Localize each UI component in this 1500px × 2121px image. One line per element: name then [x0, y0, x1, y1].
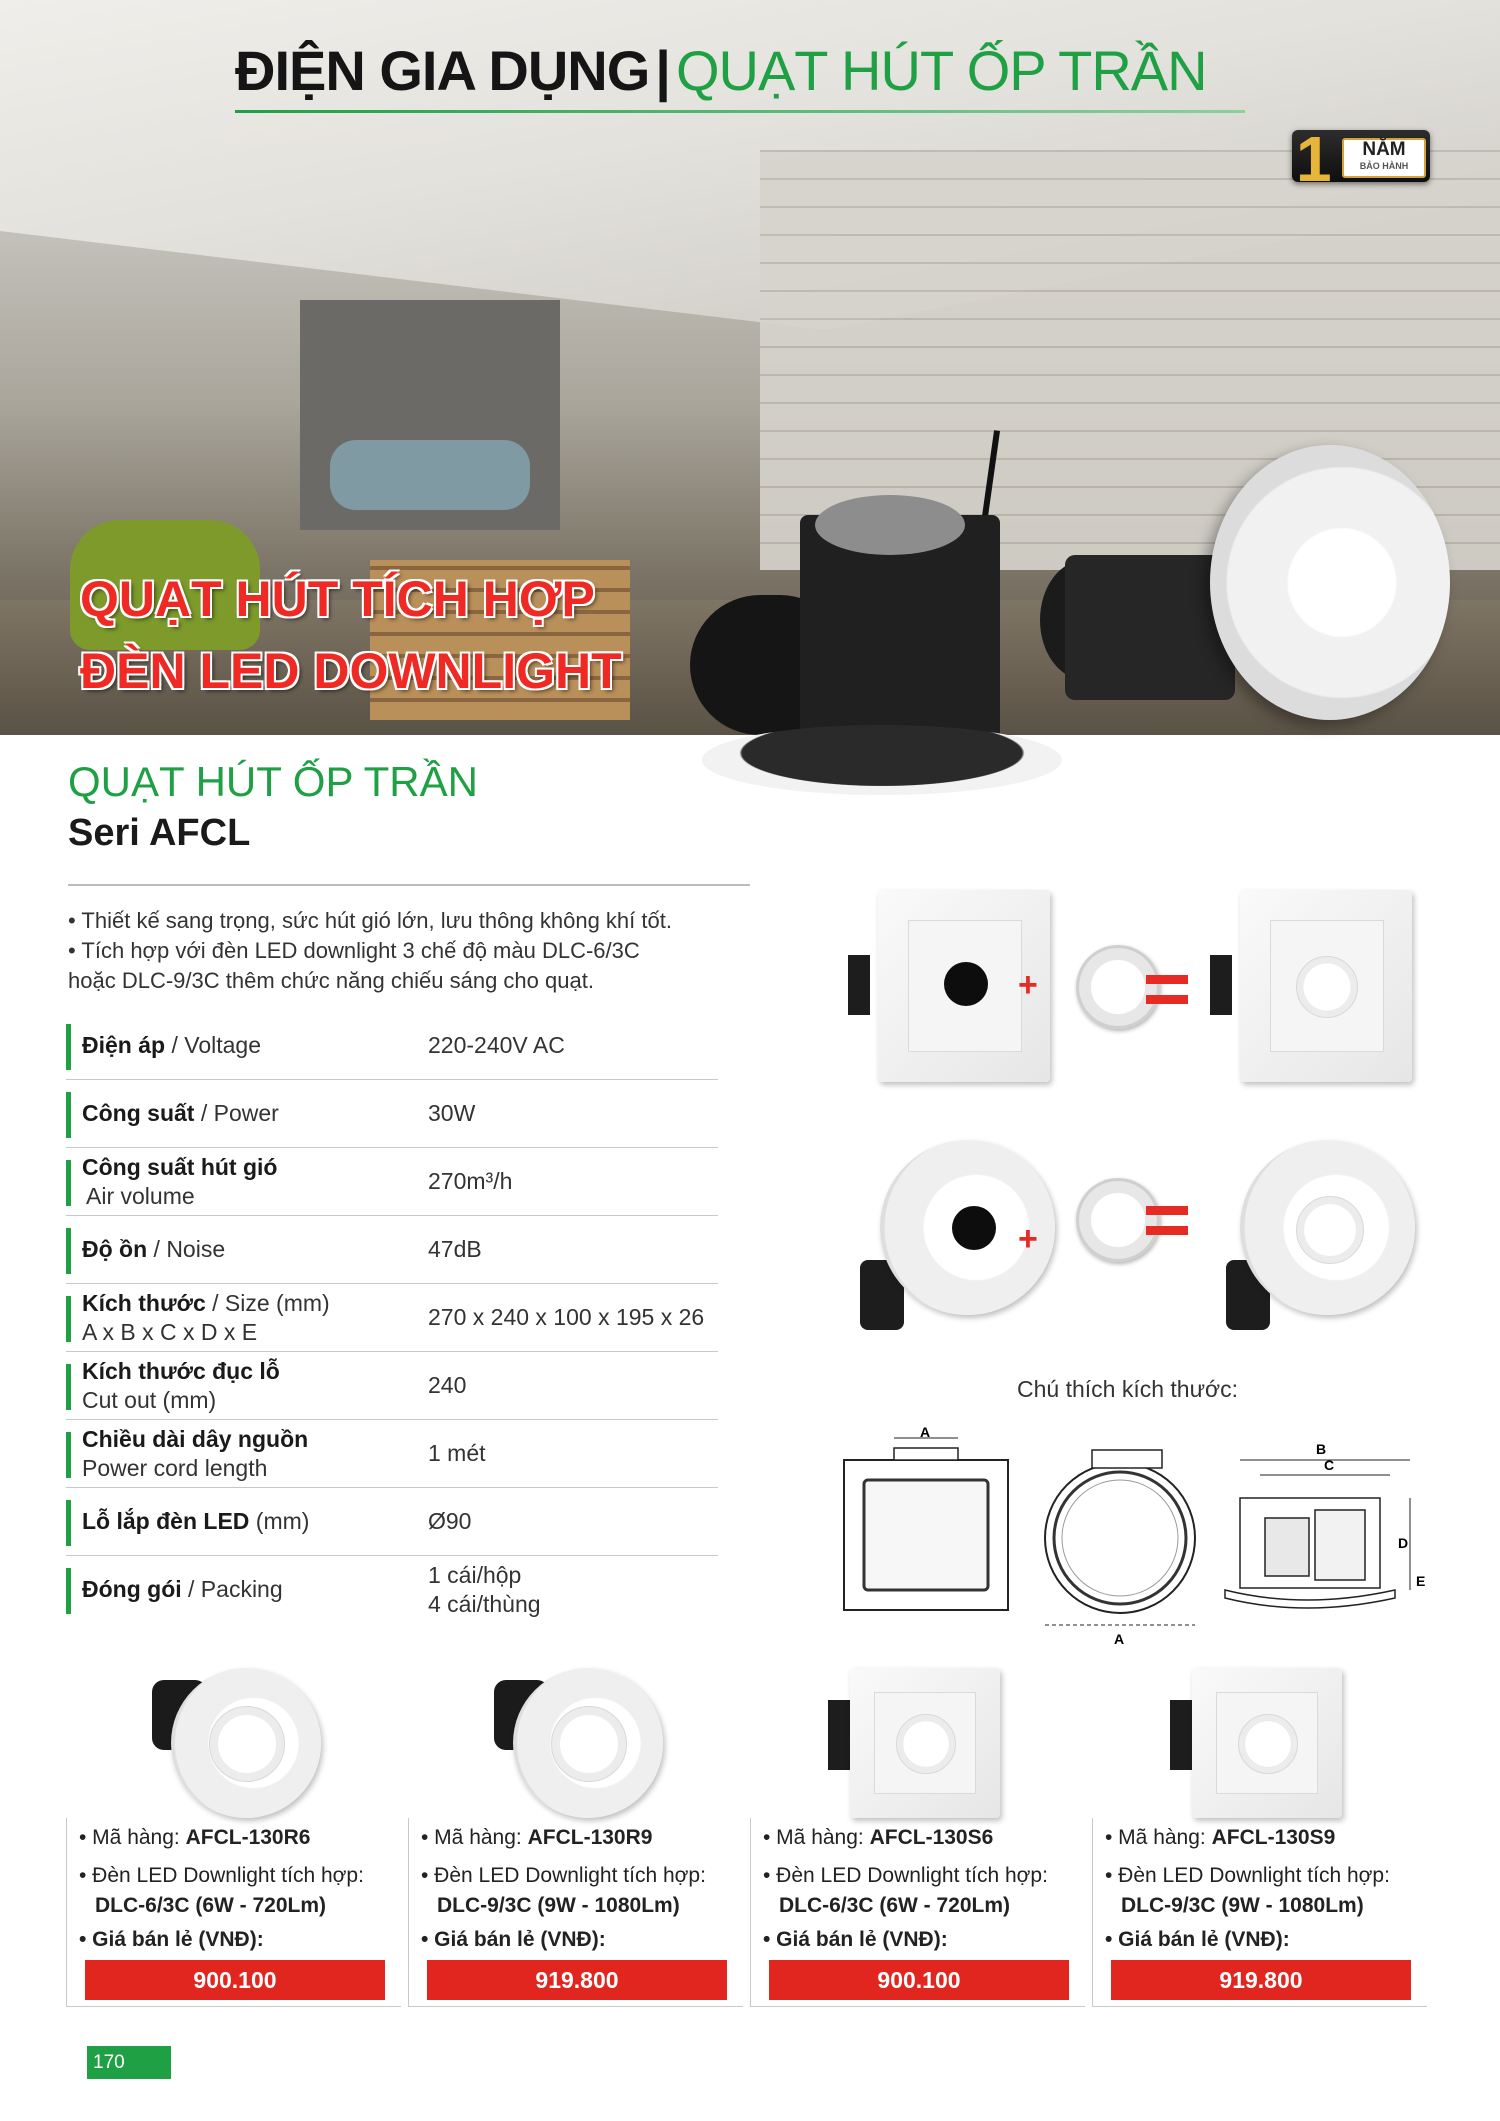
spec-marker: [66, 1500, 71, 1546]
warranty-box: [1342, 138, 1426, 178]
model-image: [66, 1660, 406, 1825]
model-card: [750, 1660, 1090, 2010]
model-code: AFCL-130R6: [185, 1826, 311, 1849]
installed-led: [896, 1714, 956, 1774]
model-code: AFCL-130R9: [527, 1826, 653, 1849]
model-info: [1092, 1818, 1427, 2007]
round-dimension-diagram: [1045, 1450, 1195, 1647]
spec-marker: [66, 1432, 71, 1478]
title-divider: [68, 884, 750, 886]
spec-row-power: [66, 1080, 718, 1148]
warranty-years: 1: [1296, 123, 1332, 195]
spec-marker: [66, 1024, 71, 1070]
spec-label-en: (mm): [255, 1508, 310, 1534]
model-led-label: • Đèn LED Downlight tích hợp:: [763, 1864, 1048, 1887]
model-list: [66, 1660, 1436, 2010]
spec-row-air-volume: [66, 1148, 718, 1216]
spec-value: 270 x 240 x 100 x 195 x 26: [428, 1304, 705, 1330]
square-fan-bracket: [1210, 955, 1232, 1015]
model-price: 900.100: [769, 1960, 1069, 2000]
spec-label-en: / Power: [200, 1100, 279, 1126]
dimension-diagrams: [830, 1420, 1430, 1650]
model-price-label: • Giá bán lẻ (VNĐ):: [1105, 1928, 1290, 1951]
spec-marker: [66, 1364, 71, 1410]
installed-led: [1296, 956, 1358, 1018]
spec-row-cutout: [66, 1352, 718, 1420]
heading-subcategory: QUẠT HÚT ỐP TRẦN: [675, 39, 1207, 102]
hero-slogan-line2: ĐÈN LED DOWNLIGHT: [80, 643, 622, 699]
plus-sign: +: [1018, 1220, 1038, 1258]
spec-table: [66, 1012, 718, 1623]
model-led-label: • Đèn LED Downlight tích hợp:: [79, 1864, 364, 1887]
model-price: 900.100: [85, 1960, 385, 2000]
spec-row-size: [66, 1284, 718, 1352]
spec-label: Kích thước: [82, 1289, 206, 1316]
installed-led: [1238, 1714, 1298, 1774]
spec-label-en: / Packing: [188, 1576, 283, 1602]
heading-category: ĐIỆN GIA DỤNG: [235, 39, 650, 102]
warranty-badge: [1292, 123, 1430, 195]
feature-list: [68, 906, 768, 996]
sofa-graphic: [330, 440, 530, 510]
model-code-label: • Mã hàng:: [79, 1826, 186, 1849]
spec-value: 47dB: [428, 1236, 482, 1262]
model-led-label: • Đèn LED Downlight tích hợp:: [421, 1864, 706, 1887]
model-price-label: • Giá bán lẻ (VNĐ):: [79, 1928, 264, 1951]
equals-sign: [1146, 975, 1188, 1005]
warranty-word: NĂM: [1362, 139, 1406, 160]
model-info: [66, 1818, 401, 2007]
spec-label-en: Air volume: [86, 1182, 195, 1209]
feature-item: hoặc DLC-9/3C thêm chức năng chiếu sáng cho quạt.: [68, 968, 594, 993]
spec-label-en: Power cord length: [82, 1454, 268, 1481]
plus-sign: +: [1018, 966, 1038, 1004]
round-fan-graphic: [513, 1668, 663, 1818]
heading-separator: |: [655, 39, 670, 102]
feature-item: • Tích hợp với đèn LED downlight 3 chế độ màu DLC-6/3C: [68, 938, 640, 963]
round-fan-graphic: [171, 1668, 321, 1818]
square-fan-graphic: [850, 1668, 1000, 1818]
hero-slogan: [80, 563, 622, 707]
dim-label-a: A: [920, 1424, 931, 1440]
fan-motor-graphic: [815, 495, 965, 555]
led-mount-hole: [952, 1206, 996, 1250]
model-card: [408, 1660, 748, 2010]
installed-led: [1296, 1196, 1364, 1264]
round-fan-image: [1210, 445, 1450, 720]
model-code-label: • Mã hàng:: [1105, 1826, 1212, 1849]
model-card: [1092, 1660, 1432, 2010]
spec-label: Chiều dài dây nguồn: [82, 1425, 309, 1452]
model-code-label: • Mã hàng:: [763, 1826, 870, 1849]
spec-marker: [66, 1296, 71, 1342]
page-heading: [235, 38, 1207, 103]
spec-marker: [66, 1228, 71, 1274]
spec-row-noise: [66, 1216, 718, 1284]
spec-label-extra: A x B x C x D x E: [82, 1318, 258, 1345]
spec-label: Lỗ lắp đèn LED: [82, 1508, 250, 1534]
spec-label: Điện áp: [82, 1032, 166, 1058]
model-image: [1092, 1660, 1432, 1825]
side-dimension-diagram: [1225, 1441, 1425, 1608]
model-code: AFCL-130S6: [869, 1826, 994, 1849]
spec-label-en: / Size (mm): [212, 1289, 330, 1316]
model-led-label: • Đèn LED Downlight tích hợp:: [1105, 1864, 1390, 1887]
spec-marker: [66, 1568, 71, 1614]
square-fan-with-led: [1240, 890, 1412, 1082]
model-info: [408, 1818, 743, 2007]
hero-slogan-line1: QUẠT HÚT TÍCH HỢP: [80, 571, 595, 627]
dim-label-a-round: A: [1114, 1631, 1125, 1647]
spec-row-led-hole: [66, 1488, 718, 1556]
spec-value-2: 4 cái/thùng: [428, 1590, 541, 1617]
spec-label: Đóng gói: [82, 1576, 182, 1602]
spec-marker: [66, 1160, 71, 1206]
square-fan-graphic: [1192, 1668, 1342, 1818]
spec-label: Kích thước đục lỗ: [82, 1357, 280, 1384]
product-series: Seri AFCL: [68, 812, 251, 854]
spec-value: 220-240V AC: [428, 1032, 565, 1058]
spec-value: 30W: [428, 1100, 476, 1126]
dim-label-d: D: [1398, 1535, 1409, 1551]
square-combo-illustration: [840, 880, 1380, 1090]
spec-row-cord-length: [66, 1420, 718, 1488]
square-fan-bracket: [848, 955, 870, 1015]
fan-ring-graphic: [702, 725, 1062, 795]
spec-value: 1 mét: [428, 1440, 486, 1466]
dim-label-c: C: [1324, 1457, 1335, 1473]
fan-open-view-image: [690, 455, 1070, 815]
heading-underline: [235, 110, 1245, 113]
model-info: [750, 1818, 1085, 2007]
warranty-caption: BẢO HÀNH: [1359, 161, 1409, 171]
spec-value: 240: [428, 1372, 467, 1398]
product-title: QUẠT HÚT ỐP TRẦN: [68, 758, 478, 805]
spec-label-en: / Noise: [153, 1236, 226, 1262]
model-code: AFCL-130S9: [1211, 1826, 1336, 1849]
model-code-label: • Mã hàng:: [421, 1826, 528, 1849]
spec-label: Công suất: [82, 1100, 195, 1126]
spec-marker: [66, 1092, 71, 1138]
model-image: [408, 1660, 748, 1825]
spec-row-packing: [66, 1556, 718, 1623]
spec-label: Công suất hút gió: [82, 1153, 278, 1180]
model-price: 919.800: [427, 1960, 727, 2000]
installed-led: [551, 1706, 627, 1782]
spec-label-en: Cut out (mm): [82, 1386, 217, 1413]
spec-value: Ø90: [428, 1508, 472, 1534]
round-fan-with-led: [1240, 1140, 1415, 1315]
page-number: 170: [87, 2046, 171, 2079]
dimension-caption: Chú thích kích thước:: [1017, 1376, 1238, 1402]
model-card: [66, 1660, 406, 2010]
spec-label-en: / Voltage: [171, 1032, 261, 1058]
square-dimension-diagram: [844, 1424, 1008, 1610]
spec-value: 1 cái/hộp: [428, 1561, 522, 1588]
feature-item: • Thiết kế sang trọng, sức hút gió lớn, lưu thông không khí tốt.: [68, 908, 672, 933]
model-price-label: • Giá bán lẻ (VNĐ):: [763, 1928, 948, 1951]
installed-led: [209, 1706, 285, 1782]
spec-row-voltage: [66, 1012, 718, 1080]
led-mount-hole: [944, 962, 988, 1006]
model-image: [750, 1660, 1090, 1825]
model-price-label: • Giá bán lẻ (VNĐ):: [421, 1928, 606, 1951]
equals-sign: [1146, 1206, 1188, 1236]
spec-value: 270m³/h: [428, 1168, 513, 1194]
model-led: DLC-9/3C (9W - 1080Lm): [1121, 1894, 1364, 1917]
model-led: DLC-9/3C (9W - 1080Lm): [437, 1894, 680, 1917]
dim-label-b: B: [1316, 1441, 1327, 1457]
dim-label-e: E: [1416, 1573, 1426, 1589]
spec-label: Độ ồn: [82, 1236, 148, 1262]
model-led: DLC-6/3C (6W - 720Lm): [779, 1894, 1011, 1917]
model-price: 919.800: [1111, 1960, 1411, 2000]
model-led: DLC-6/3C (6W - 720Lm): [95, 1894, 327, 1917]
round-combo-illustration: [840, 1140, 1380, 1340]
